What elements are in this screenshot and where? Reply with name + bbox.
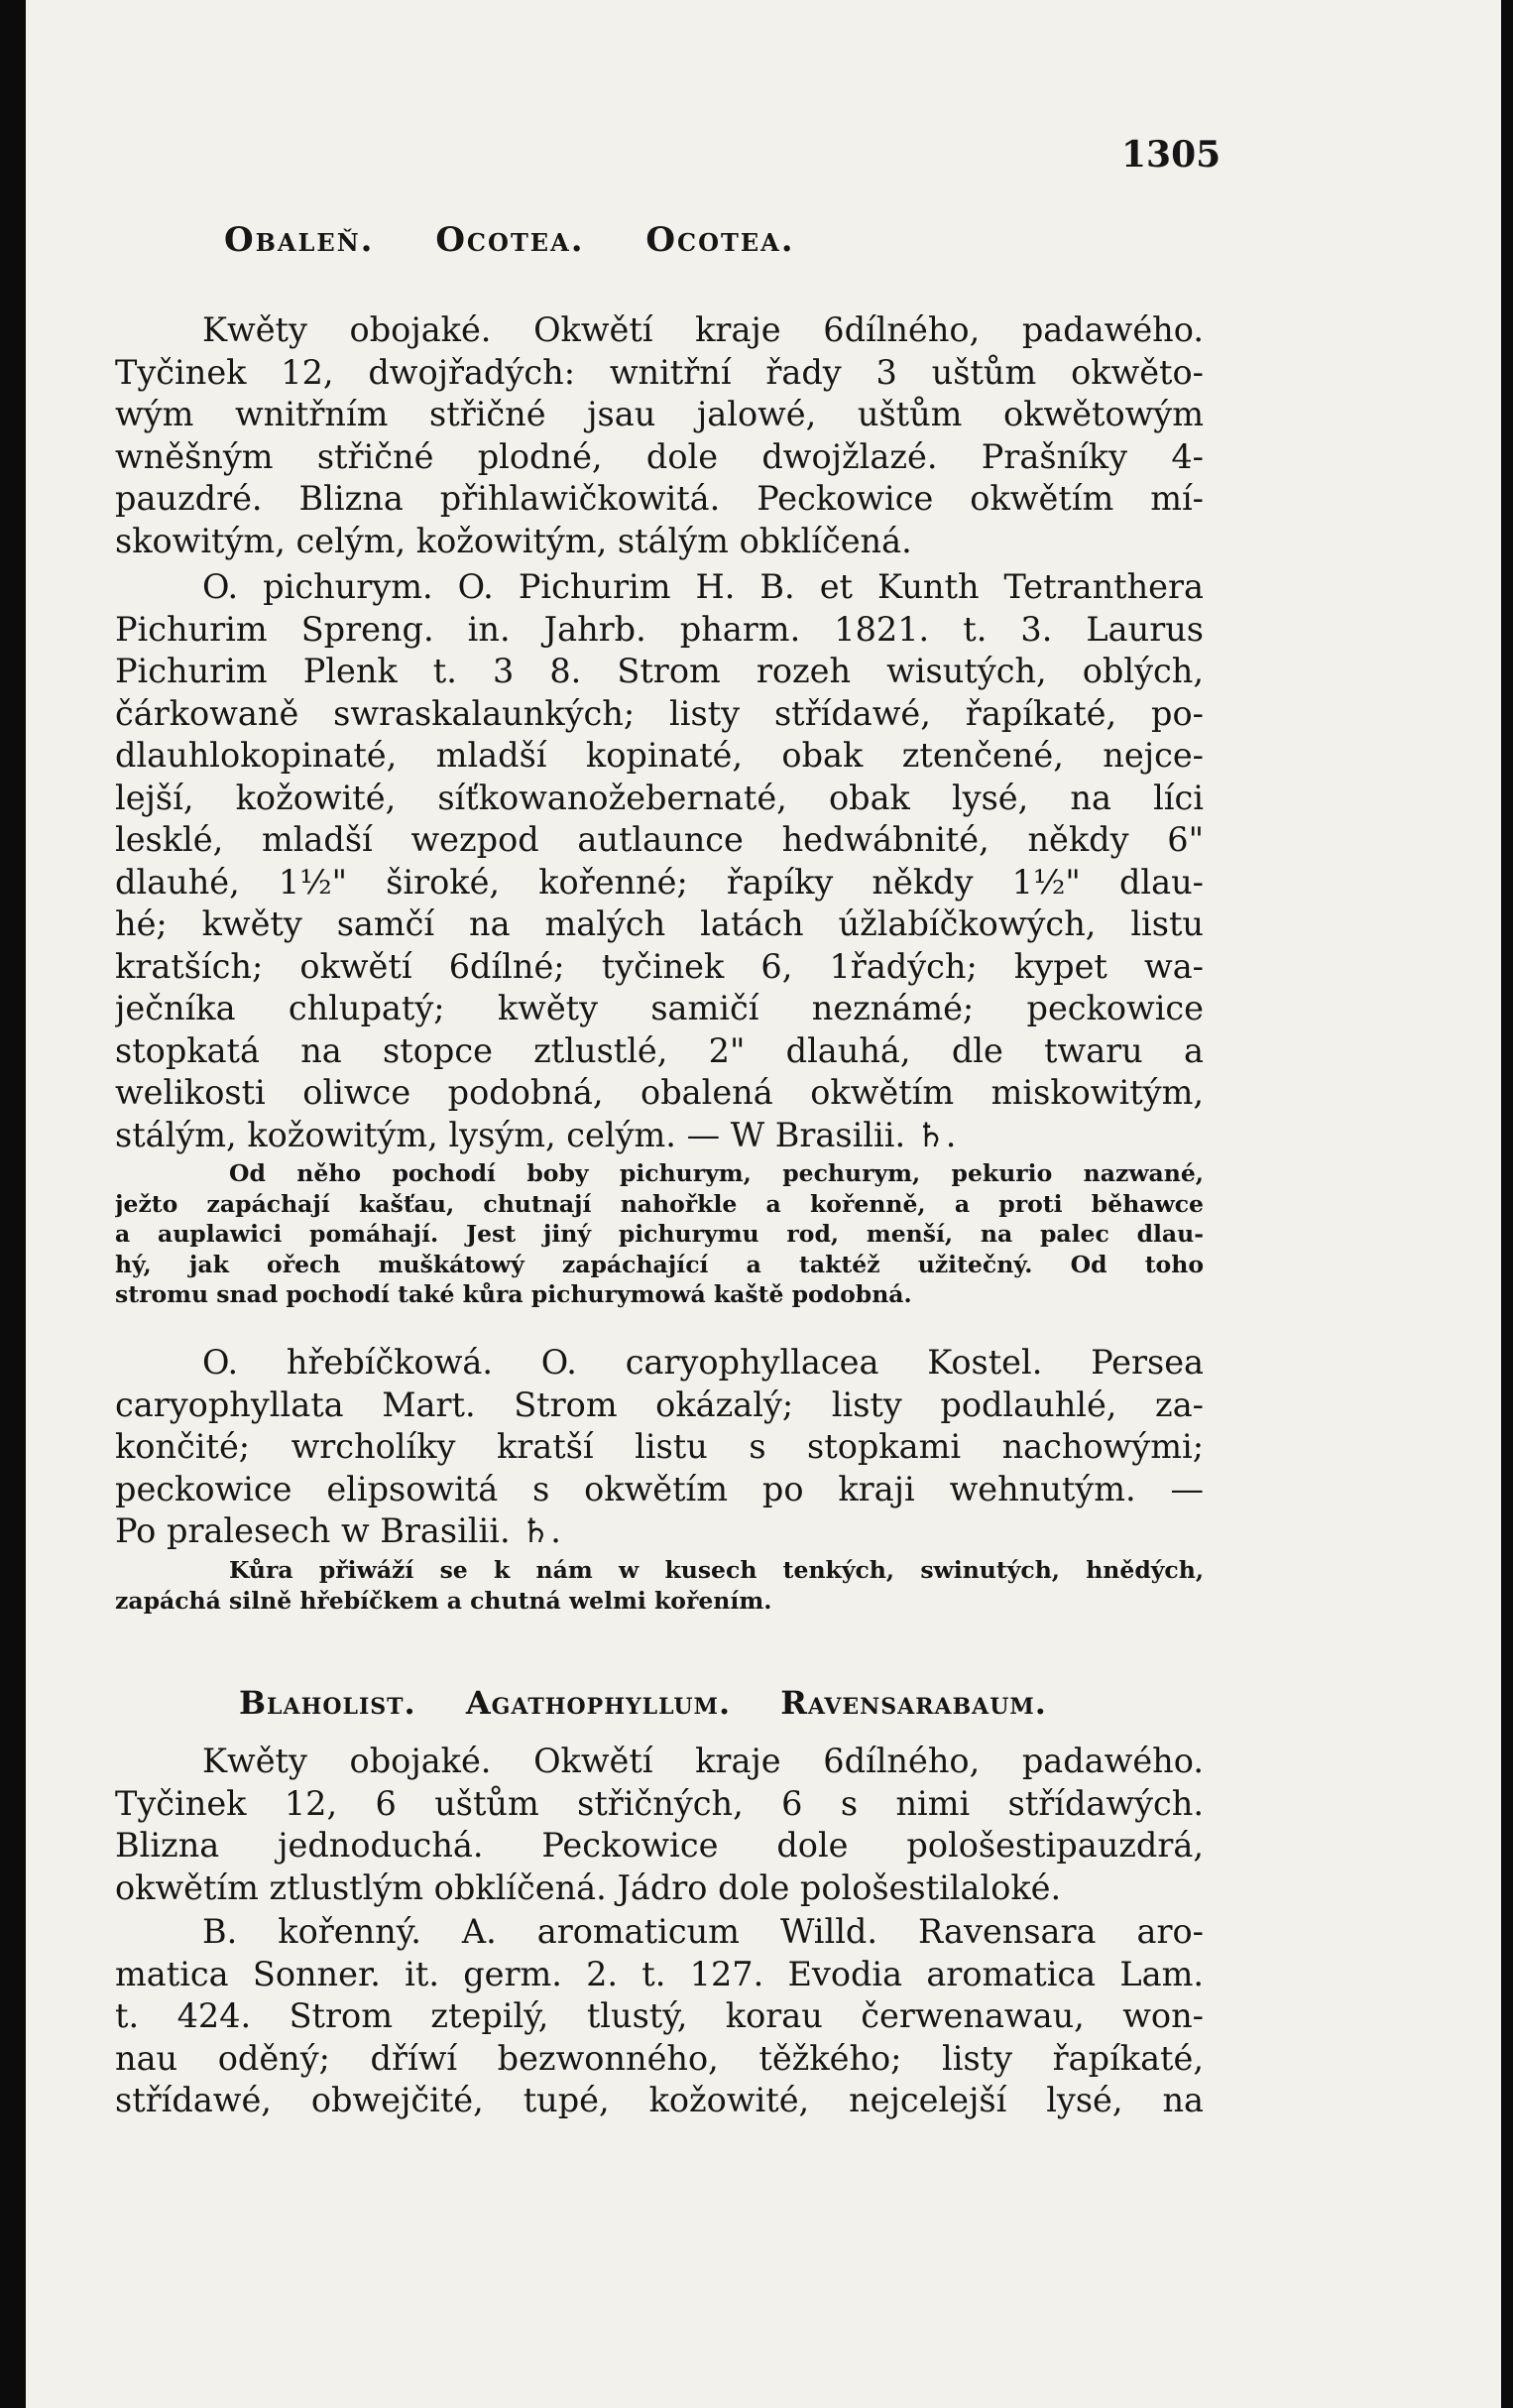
text-line: Po pralesech w Brasilii. ♄. [115, 1511, 561, 1550]
text-line: lesklé, mladší wezpod autlaunce hedwábnité, někdy 6" [115, 820, 1204, 859]
species-pichurym [115, 566, 1204, 1156]
text-line: caryophyllata Mart. Strom okázalý; listy podlauhlé, za- [115, 1385, 1204, 1424]
species-caryophyllacea [115, 1342, 1204, 1553]
text-line: O. pichurym. O. Pichurim H. B. et Kunth Tetranthera [202, 567, 1204, 606]
text-line: okwětím ztlustlým obklíčená. Jádro dole pološestilaloké. [115, 1867, 1062, 1907]
text-line: stálým, kožowitým, lysým, celým. — W Brasilii. ♄. [115, 1115, 957, 1154]
text-line: wým wnitřním střičné jsau jalowé, uštům okwětowým [115, 395, 1204, 433]
note-line: Od něho pochodí boby pichurym, pechurym, pekurio nazwané, [229, 1159, 1204, 1187]
text-line: končité; wrcholíky kratší listu s stopkami nachowými; [115, 1427, 1204, 1466]
section-header-2 [239, 1684, 1131, 1722]
section-header [224, 220, 1017, 260]
header2-latin-genus: Agathophyllum. [465, 1684, 732, 1722]
text-line: matica Sonner. it. germ. 2. t. 127. Evodia aromatica Lam. [115, 1954, 1204, 1993]
header2-czech-genus: Blaholist. [239, 1684, 416, 1722]
text-line: hé; kwěty samčí na malých latách úžlabíčkowých, listu [115, 904, 1204, 943]
header-czech-genus: Obaleň. [224, 220, 375, 260]
text-line: pauzdré. Blizna přihlawičkowitá. Peckowice okwětím mí- [115, 479, 1204, 518]
text-line: dlauhé, 1½" široké, kořenné; řapíky někdy 1½" dlau- [115, 862, 1204, 902]
header-latin-genus: Ocotea. [435, 220, 585, 260]
text-line: Pichurim Spreng. in. Jahrb. pharm. 1821. t. 3. Laurus [115, 609, 1204, 649]
text-line: nau oděný; dříwí bezwonného, těžkého; listy řapíkaté, [115, 2038, 1204, 2078]
text-line: střídawé, obwejčité, tupé, kožowité, nejcelejší lysé, na [115, 2081, 1204, 2119]
genus-description-2 [115, 1741, 1204, 1909]
book-page [26, 0, 1501, 2408]
text-line: ječníka chlupatý; kwěty samičí neznámé; peckowice [115, 989, 1204, 1027]
text-line: B. kořenný. A. aromaticum Willd. Ravensara aro- [202, 1912, 1204, 1951]
note-line: ježto zapáchají kašťau, chutnají nahořkle a kořenně, a proti běhawce [115, 1189, 1204, 1218]
header-german-genus: Ocotea. [645, 220, 795, 260]
note-line: a auplawici pomáhají. Jest jiný pichurymu rod, menší, na palec dlau- [115, 1220, 1204, 1248]
text-line: čárkowaně swraskalaunkých; listy střídawé, řapíkaté, po- [115, 693, 1204, 733]
text-line: Kwěty obojaké. Okwětí kraje 6dílného, padawého. [202, 1742, 1204, 1780]
text-line: O. hřebíčkowá. O. caryophyllacea Kostel. Persea [202, 1343, 1204, 1382]
page-number: 1305 [1121, 134, 1222, 176]
text-line: lejší, kožowité, síťkowanožebernaté, obak lysé, na líci [115, 778, 1204, 817]
note-line: hý, jak ořech muškátowý zapáchající a taktéž užitečný. Od toho [115, 1250, 1204, 1278]
text-line: Blizna jednoduchá. Peckowice dole pološestipauzdrá, [115, 1826, 1204, 1865]
text-line: Pichurim Plenk t. 3 8. Strom rozeh wisutých, oblých, [115, 652, 1204, 690]
species-aromaticum [115, 1911, 1204, 2122]
usage-note-pichurym [115, 1158, 1204, 1310]
text-line: Tyčinek 12, 6 uštům střičných, 6 s nimi střídawých. [115, 1783, 1204, 1823]
text-line: stopkatá na stopce ztlustlé, 2" dlauhá, dle twaru a [115, 1030, 1204, 1070]
text-line: peckowice elipsowitá s okwětím po kraji wehnutým. — [115, 1469, 1204, 1508]
text-line: wněšným střičné plodné, dole dwojžlazé. Prašníky 4- [115, 436, 1204, 476]
note-line: zapáchá silně hřebíčkem a chutná welmi kořením. [115, 1586, 772, 1615]
note-line: Kůra přiwáží se k nám w kusech tenkých, swinutých, hnědých, [229, 1556, 1204, 1584]
text-line: dlauhlokopinaté, mladší kopinaté, obak ztenčené, nejce- [115, 736, 1204, 775]
text-line: welikosti oliwce podobná, obalená okwětím miskowitým, [115, 1073, 1204, 1112]
text-line: Kwěty obojaké. Okwětí kraje 6dílného, padawého. [202, 310, 1204, 349]
note-line: stromu snad pochodí také kůra pichurymowá kaště podobná. [115, 1280, 912, 1308]
text-line: t. 424. Strom ztepilý, tlustý, korau čerwenawau, won- [115, 1996, 1204, 2035]
text-line: kratších; okwětí 6dílné; tyčinek 6, 1řadých; kypet wa- [115, 946, 1204, 986]
text-line: skowitým, celým, kožowitým, stálým obklíčená. [115, 521, 912, 560]
genus-description [115, 309, 1204, 562]
usage-note-caryophyllacea [115, 1555, 1204, 1616]
header2-german-genus: Ravensarabaum. [780, 1684, 1047, 1722]
text-line: Tyčinek 12, dwojřadých: wnitřní řady 3 uštům okwěto- [115, 352, 1204, 392]
